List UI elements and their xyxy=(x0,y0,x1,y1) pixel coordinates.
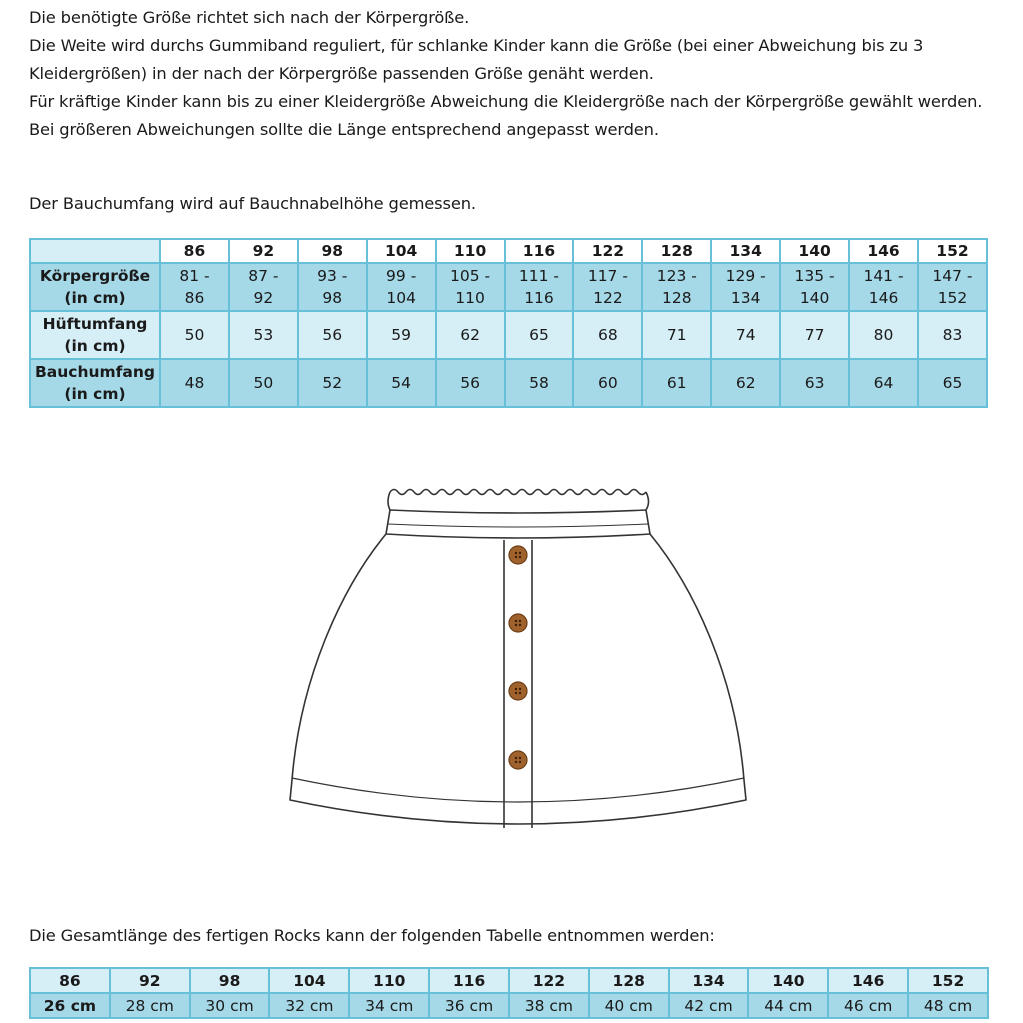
length-value-row xyxy=(30,993,988,1018)
size-header-row xyxy=(30,239,987,263)
range-start: 117 - xyxy=(587,267,628,285)
range-end: 140 xyxy=(799,289,830,307)
size-header-cell: 122 xyxy=(573,239,642,263)
hueftumfang-cell: 62 xyxy=(436,311,505,359)
size-header-cell: 104 xyxy=(367,239,436,263)
length-value-cell: 28 cm xyxy=(110,993,190,1018)
koerpergroesse-cell xyxy=(711,263,780,311)
length-size-cell: 152 xyxy=(908,968,988,993)
intro-line: Bei größeren Abweichungen sollte die Länge entsprechend angepasst werden. xyxy=(29,120,659,139)
range-end: 116 xyxy=(524,289,554,307)
waistband-stitch xyxy=(388,524,648,527)
hueftumfang-cell: 74 xyxy=(711,311,780,359)
bauchumfang-cell: 64 xyxy=(849,359,918,407)
button-1 xyxy=(509,546,527,564)
length-size-cell: 92 xyxy=(110,968,190,993)
skirt-illustration xyxy=(280,480,760,840)
hueftumfang-cell: 56 xyxy=(298,311,367,359)
koerpergroesse-cell xyxy=(849,263,918,311)
row-label-unit: (in cm) xyxy=(64,289,126,307)
hueftumfang-cell: 77 xyxy=(780,311,849,359)
length-size-cell: 122 xyxy=(509,968,589,993)
hueftumfang-cell: 83 xyxy=(918,311,987,359)
bauchumfang-cell: 62 xyxy=(711,359,780,407)
size-header-cell: 152 xyxy=(918,239,987,263)
length-size-cell: 134 xyxy=(669,968,749,993)
koerpergroesse-cell xyxy=(573,263,642,311)
range-start: 111 - xyxy=(518,267,560,285)
button-4 xyxy=(509,751,527,769)
size-header-cell: 116 xyxy=(505,239,574,263)
hueftumfang-cell: 71 xyxy=(642,311,711,359)
size-header-cell: 92 xyxy=(229,239,298,263)
hueftumfang-cell: 50 xyxy=(160,311,229,359)
bauchumfang-cell: 63 xyxy=(780,359,849,407)
range-end: 104 xyxy=(386,289,416,307)
koerpergroesse-cell xyxy=(229,263,298,311)
hueftumfang-cell: 53 xyxy=(229,311,298,359)
koerpergroesse-cell xyxy=(436,263,505,311)
length-size-cell: 110 xyxy=(349,968,429,993)
koerpergroesse-cell xyxy=(918,263,987,311)
size-header-cell: 128 xyxy=(642,239,711,263)
row-label-text: Körpergröße xyxy=(39,267,151,285)
row-label-text: Hüftumfang xyxy=(42,315,148,333)
intro-line: Für kräftige Kinder kann bis zu einer Kleidergröße Abweichung die Kleidergröße nach der Körpergröße gewählt werden. xyxy=(29,92,983,111)
range-start: 135 - xyxy=(794,267,835,285)
koerpergroesse-cell xyxy=(367,263,436,311)
length-value-cell: 46 cm xyxy=(828,993,908,1018)
range-start: 81 - xyxy=(179,267,210,285)
range-start: 129 - xyxy=(725,267,766,285)
length-size-cell: 86 xyxy=(30,968,110,993)
koerpergroesse-cell xyxy=(298,263,367,311)
bauchumfang-row xyxy=(30,359,987,407)
length-value-cell: 38 cm xyxy=(509,993,589,1018)
length-value-cell: 40 cm xyxy=(589,993,669,1018)
range-end: 86 xyxy=(184,289,205,307)
belly-note: Der Bauchumfang wird auf Bauchnabelhöhe gemessen. xyxy=(29,194,476,213)
ruffle-edge xyxy=(390,490,646,495)
buttons xyxy=(509,546,527,769)
koerpergroesse-cell xyxy=(642,263,711,311)
range-start: 99 - xyxy=(386,267,417,285)
bauchumfang-cell: 58 xyxy=(505,359,574,407)
corner-cell xyxy=(30,239,160,263)
size-header-cell: 134 xyxy=(711,239,780,263)
row-label-text: Bauchumfang xyxy=(34,363,156,381)
bauchumfang-cell: 60 xyxy=(573,359,642,407)
hueftumfang-cell: 68 xyxy=(573,311,642,359)
range-end: 122 xyxy=(593,289,623,307)
row-label-unit: (in cm) xyxy=(64,337,126,355)
range-end: 128 xyxy=(662,289,692,307)
size-header-cell: 110 xyxy=(436,239,505,263)
length-size-cell: 116 xyxy=(429,968,509,993)
length-value-cell: 44 cm xyxy=(748,993,828,1018)
size-header-cell: 140 xyxy=(780,239,849,263)
skirt-body xyxy=(290,534,746,824)
size-header-cell: 98 xyxy=(298,239,367,263)
length-table xyxy=(29,967,989,1019)
range-start: 147 - xyxy=(932,267,973,285)
size-header-cell: 86 xyxy=(160,239,229,263)
bauchumfang-cell: 65 xyxy=(918,359,987,407)
bauchumfang-cell: 48 xyxy=(160,359,229,407)
range-start: 123 - xyxy=(656,267,697,285)
length-size-cell: 146 xyxy=(828,968,908,993)
bauchumfang-cell: 56 xyxy=(436,359,505,407)
range-start: 93 - xyxy=(317,267,348,285)
waistband xyxy=(386,510,650,538)
row-label xyxy=(30,311,160,359)
button-3 xyxy=(509,682,527,700)
intro-line: Die benötigte Größe richtet sich nach der Körpergröße. xyxy=(29,8,470,27)
range-start: 141 - xyxy=(863,267,904,285)
bauchumfang-cell: 54 xyxy=(367,359,436,407)
length-size-cell: 98 xyxy=(190,968,270,993)
row-label xyxy=(30,263,160,311)
hueftumfang-row xyxy=(30,311,987,359)
intro-line: Die Weite wird durchs Gummiband reguliert, für schlanke Kinder kann die Größe (bei einer Abweichung bis zu 3 Kleidergrößen) in der nach der Körpergröße passenden Größe genäht werden. xyxy=(29,36,924,83)
length-size-cell: 128 xyxy=(589,968,669,993)
button-2 xyxy=(509,614,527,632)
bauchumfang-cell: 61 xyxy=(642,359,711,407)
length-value-cell: 42 cm xyxy=(669,993,749,1018)
bauchumfang-cell: 50 xyxy=(229,359,298,407)
range-end: 146 xyxy=(868,289,899,307)
length-size-row xyxy=(30,968,988,993)
intro-text xyxy=(29,4,1009,144)
hueftumfang-cell: 59 xyxy=(367,311,436,359)
hueftumfang-cell: 65 xyxy=(505,311,574,359)
length-value-cell: 32 cm xyxy=(269,993,349,1018)
koerpergroesse-cell xyxy=(505,263,574,311)
range-start: 87 - xyxy=(248,267,279,285)
skirt-drawing xyxy=(290,490,746,829)
ruffle-right xyxy=(646,492,649,510)
row-label xyxy=(30,359,160,407)
total-length-note: Die Gesamtlänge des fertigen Rocks kann der folgenden Tabelle entnommen werden: xyxy=(29,926,715,945)
koerpergroesse-cell xyxy=(160,263,229,311)
range-end: 134 xyxy=(730,289,761,307)
row-label-unit: (in cm) xyxy=(64,385,126,403)
range-end: 152 xyxy=(937,289,968,307)
ruffle-left xyxy=(388,492,390,510)
koerpergroesse-cell xyxy=(780,263,849,311)
length-value-cell: 30 cm xyxy=(190,993,270,1018)
range-start: 105 - xyxy=(450,267,491,285)
length-value-cell: 48 cm xyxy=(908,993,988,1018)
range-end: 92 xyxy=(253,289,274,307)
range-end: 98 xyxy=(322,289,343,307)
length-value-cell: 36 cm xyxy=(429,993,509,1018)
bauchumfang-cell: 52 xyxy=(298,359,367,407)
length-size-cell: 140 xyxy=(748,968,828,993)
length-value-cell: 34 cm xyxy=(349,993,429,1018)
size-table xyxy=(29,238,988,408)
hueftumfang-cell: 80 xyxy=(849,311,918,359)
koerpergroesse-row xyxy=(30,263,987,311)
hem-line xyxy=(292,778,744,802)
range-end: 110 xyxy=(455,289,485,307)
length-value-cell: 26 cm xyxy=(30,993,110,1018)
size-header-cell: 146 xyxy=(849,239,918,263)
length-size-cell: 104 xyxy=(269,968,349,993)
